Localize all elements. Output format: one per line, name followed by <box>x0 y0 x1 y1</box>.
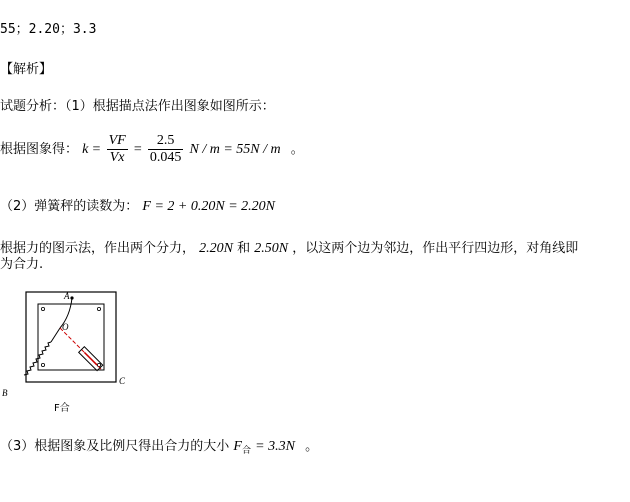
part3-period: 。 <box>305 439 319 454</box>
frac2-den: 0.045 <box>149 150 182 165</box>
pin-br <box>97 363 100 366</box>
part3-prefix: （3）根据图象及比例尺得出合力的大小 <box>0 439 230 454</box>
frac1-num: VF <box>108 133 126 148</box>
string-ob-top <box>51 328 60 342</box>
force-diagram <box>0 288 130 418</box>
part1-prefix: 根据图象得： <box>0 142 79 157</box>
pin-bl <box>41 363 44 366</box>
answer-line: 55；2.20；3.3 <box>0 22 97 37</box>
text-segment: 根据力的图示法，作出两个分力， <box>0 241 196 256</box>
force-2: 2.50N <box>254 241 289 256</box>
equals-2: = <box>133 142 142 157</box>
frac1-den: Vx <box>109 150 125 165</box>
analysis-intro: 试题分析：（1）根据描点法作出图象如图所示： <box>0 99 275 114</box>
var-f: F <box>233 439 242 454</box>
var-k: k <box>82 142 89 157</box>
figure-caption: F合 <box>54 403 70 414</box>
text-and: 和 <box>237 241 251 256</box>
part1-period: 。 <box>290 142 304 157</box>
text-segment-2: ，以这两个边为邻边，作出平行四边形，对角线即 <box>292 241 579 256</box>
fraction-delta <box>107 133 128 166</box>
force-1: 2.20N <box>199 241 233 256</box>
part2-text-line2: 为合力. <box>0 257 44 272</box>
part2-text-line1 <box>0 237 578 257</box>
part2-prefix: （2）弹簧秤的读数为： <box>0 199 139 214</box>
part3-line <box>0 435 318 456</box>
part1-line <box>0 133 304 166</box>
part3-value: = 3.3N <box>255 439 295 454</box>
label-c: C <box>119 376 126 386</box>
scale-pointer <box>84 352 97 365</box>
unit-result: N / m = 55N / m <box>189 142 281 157</box>
pin-tl <box>41 307 44 310</box>
equals-1: = <box>92 142 101 157</box>
pin-tr <box>97 307 100 310</box>
force-diagram-svg <box>0 288 130 418</box>
part2-formula: F = 2 + 0.20N = 2.20N <box>142 199 275 214</box>
fraction-values <box>148 133 184 166</box>
frac2-num: 2.5 <box>148 133 184 150</box>
section-title: 【解析】 <box>0 62 53 77</box>
part2-line <box>0 195 275 215</box>
label-b: B <box>2 388 8 398</box>
inner-paper <box>38 304 104 370</box>
label-o: O <box>62 322 69 332</box>
sub-he: 合 <box>241 446 251 456</box>
label-a: A <box>64 291 70 301</box>
